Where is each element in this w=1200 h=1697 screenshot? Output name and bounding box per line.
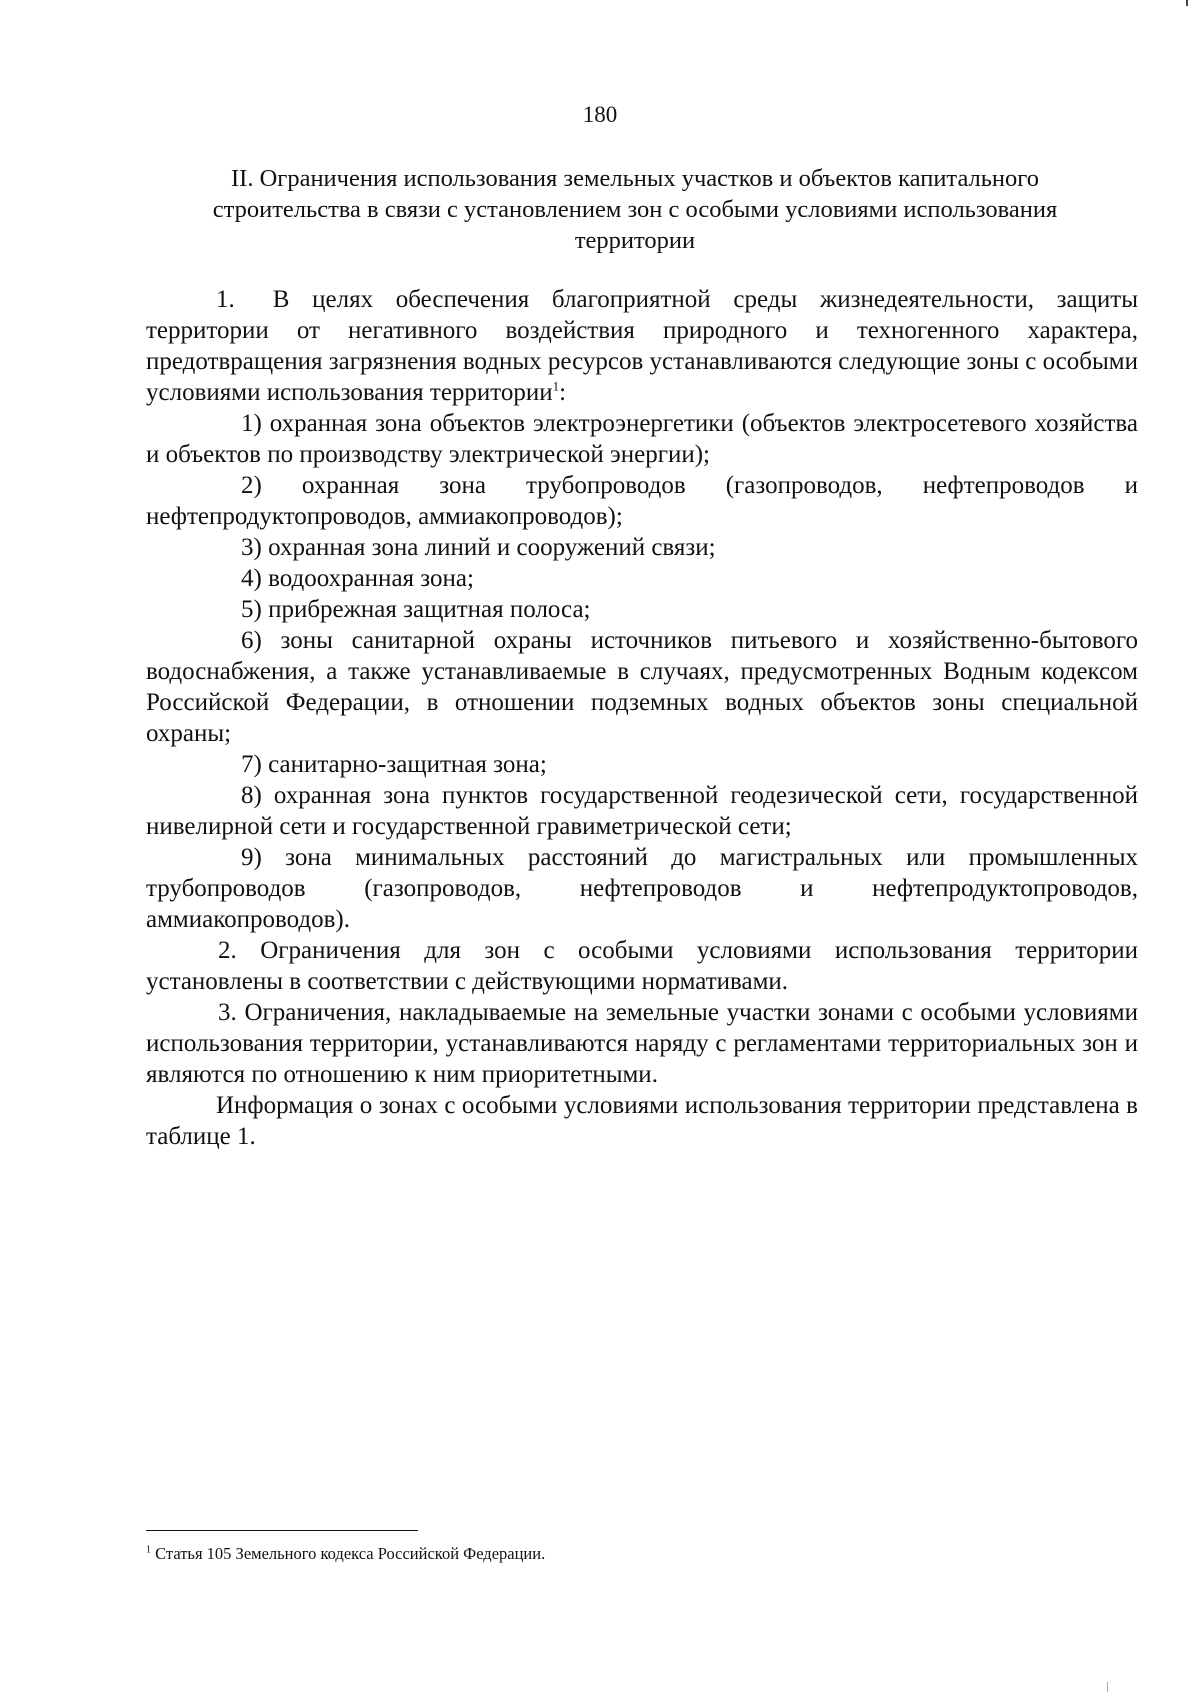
list-item: 8) охранная зона пунктов государственной геодезической сети, государственной нивелирной сети и государственной гравиметрической сети; (146, 782, 1138, 840)
document-body (146, 284, 1138, 1152)
section-heading-line: строительства в связи с установлением зон с особыми условиями использования (212, 196, 1058, 223)
list-item: 3) охранная зона линий и сооружений связи; (241, 534, 716, 561)
paragraph-2: 2. Ограничения для зон с особыми условиями использования территории установлены в соответствии с действующими нормативами. (146, 937, 1138, 995)
scan-artifact (1107, 1682, 1108, 1692)
list-item: 7) санитарно-защитная зона; (241, 751, 547, 778)
section-heading (150, 163, 1120, 256)
page-number: 180 (582, 102, 618, 127)
list-item: 5) прибрежная защитная полоса; (241, 596, 591, 623)
list-item: 1) охранная зона объектов электроэнергетики (объектов электросетевого хозяйства и объектов по производству электрической энергии); (146, 410, 1138, 468)
paragraph-1 (146, 284, 1138, 408)
paragraph-3: 3. Ограничения, накладываемые на земельные участки зонами с особыми условиями использования территории, устанавливаются наряду с регламентами территориальных зон и являются по отношению к ним приоритетными. (146, 999, 1138, 1088)
paragraph-4: Информация о зонах с особыми условиями использования территории представлена в таблице 1. (146, 1092, 1138, 1150)
section-heading-line: II. Ограничения использования земельных участков и объектов капитального (231, 165, 1039, 192)
footnote-reference: 1 (552, 378, 560, 394)
list-item: 6) зоны санитарной охраны источников питьевого и хозяйственно-бытового водоснабжения, а также устанавливаемые в случаях, предусмотренных Водным кодексом Российской Федерации, в отношении подземных водных объектов зоны специальной охраны; (146, 627, 1138, 747)
footnote-marker: 1 (146, 1544, 151, 1556)
paragraph-1-tail: : (559, 379, 567, 406)
scan-artifact (1186, 0, 1188, 6)
footnote-separator (146, 1530, 418, 1531)
section-heading-line: территории (574, 227, 696, 254)
footnote-text: Статья 105 Земельного кодекса Российской Федерации. (155, 1544, 546, 1563)
footnote (146, 1543, 545, 1565)
paragraph-1-text: В целях обеспечения благоприятной среды жизнедеятельности, защиты территории от негативного воздействия природного и техногенного характера, предотвращения загрязнения водных ресурсов устанавливаются следующие зоны с особыми условиями использования территории (146, 286, 1138, 406)
list-item: 4) водоохранная зона; (241, 565, 474, 592)
paragraph-number: 1. (216, 286, 235, 313)
list-item: 2) охранная зона трубопроводов (газопроводов, нефтепроводов и нефтепродуктопроводов, аммиакопроводов); (146, 472, 1138, 530)
list-item: 9) зона минимальных расстояний до магистральных или промышленных трубопроводов (газопроводов, нефтепроводов и нефтепродуктопроводов, аммиакопроводов). (146, 844, 1138, 933)
